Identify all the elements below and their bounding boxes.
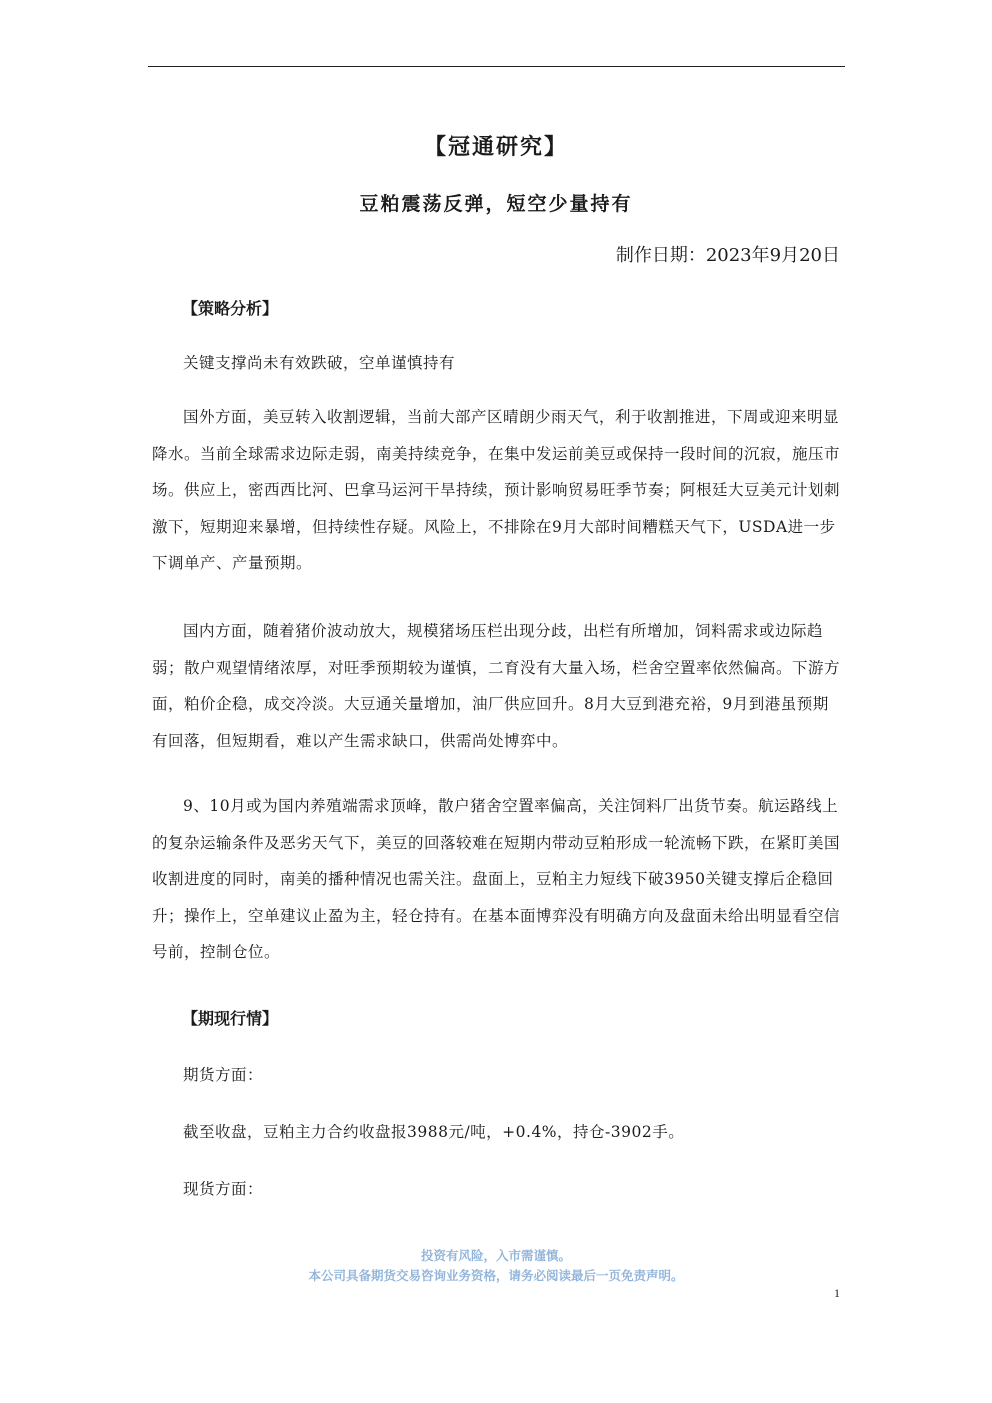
spot-label: 现货方面： — [183, 1180, 264, 1198]
header-rule — [148, 66, 845, 67]
paragraph-outlook: 9、10月或为国内养殖端需求顶峰，散户猪舍空置率偏高，关注饲料厂出货节奏。航运路线上的复杂运输条件及恶劣天气下，美豆的回落较难在短期内带动豆粕形成一轮流畅下跌，在紧盯美国收割进度的同时，南美的播种情况也需关注。盘面上，豆粕主力短线下破3950关键支撑后企稳回升；操作上，空单建议止盈为主，轻仓持有。在基本面博弈没有明确方向及盘面未给出明显看空信号前，控制仓位。 — [152, 797, 841, 961]
risk-notice: 投资有风险，入市需谨慎。 — [420, 1248, 571, 1263]
futures-quote: 截至收盘，豆粕主力合约收盘报3988元/吨，+0.4%，持仓-3902手。 — [183, 1123, 685, 1141]
disclaimer-notice: 本公司具备期货交易咨询业务资格，请务必阅读最后一页免责声明。 — [308, 1268, 684, 1283]
document-subtitle: 豆粕震荡反弹，短空少量持有 — [359, 193, 633, 215]
section-heading-market: 【期现行情】 — [182, 1009, 279, 1028]
paragraph-domestic: 国内方面，随着猪价波动放大，规模猪场压栏出现分歧，出栏有所增加，饲料需求或边际趋弱；散户观望情绪浓厚，对旺季预期较为谨慎，二育没有大量入场，栏舍空置率依然偏高。下游方面，粕价企稳，成交冷淡。大豆通关量增加，油厂供应回升。8月大豆到港充裕，9月到港虽预期有回落，但短期看，难以产生需求缺口，供需尚处博弈中。 — [152, 622, 841, 750]
futures-label: 期货方面： — [183, 1066, 264, 1084]
document-title: 【冠通研究】 — [423, 134, 568, 160]
strategy-summary: 关键支撑尚未有效跌破，空单谨慎持有 — [183, 354, 456, 372]
page-number: 1 — [834, 1286, 840, 1300]
document-date: 制作日期：2023年9月20日 — [615, 245, 840, 266]
paragraph-overseas: 国外方面，美豆转入收割逻辑，当前大部产区晴朗少雨天气，利于收割推进，下周或迎来明显降水。当前全球需求边际走弱，南美持续竞争，在集中发运前美豆或保持一段时间的沉寂，施压市场。供应上，密西西比河、巴拿马运河干旱持续，预计影响贸易旺季节奏；阿根廷大豆美元计划刺激下，短期迎来暴增，但持续性存疑。风险上，不排除在9月大部时间糟糕天气下，USDA进一步下调单产、产量预期。 — [152, 408, 841, 572]
section-heading-strategy: 【策略分析】 — [182, 299, 279, 318]
